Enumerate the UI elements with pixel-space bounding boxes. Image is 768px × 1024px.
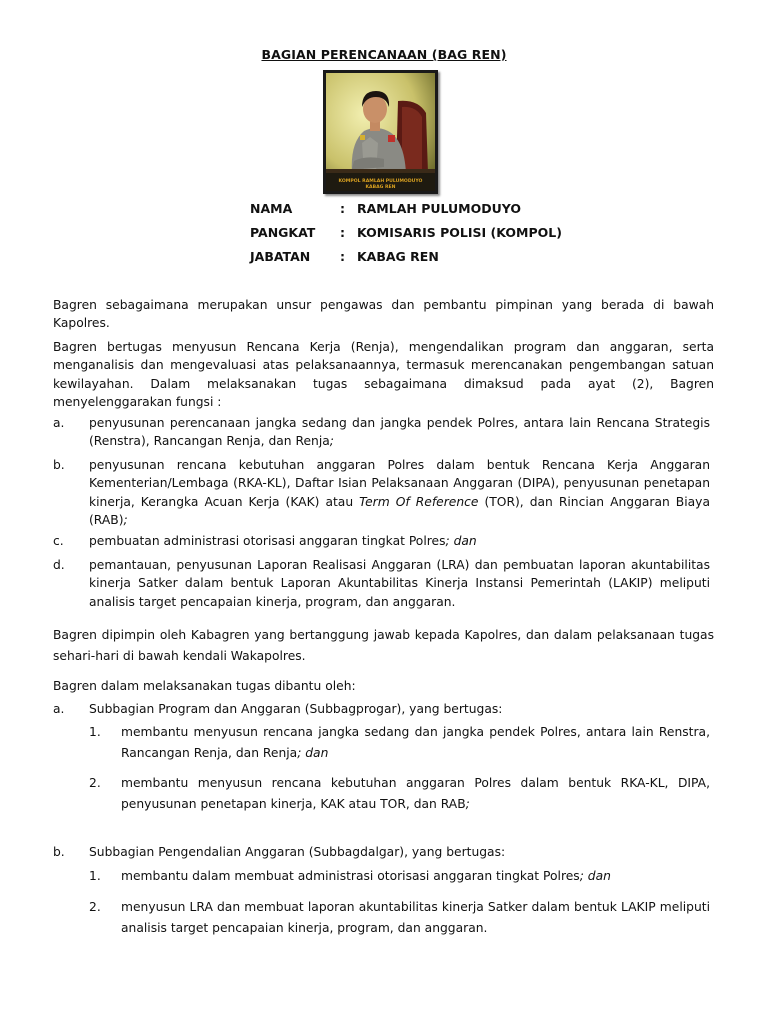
function-item-a [53,414,714,452]
info-value: KABAG REN [357,249,439,264]
subunit-a-task-2 [89,773,710,815]
info-key: PANGKAT [250,225,316,240]
list-label: b. [53,458,65,472]
photo-caption-line2: KABAG REN [365,185,396,190]
list-text: pemantauan, penyusunan Laporan Realisasi Anggaran (LRA) dan pembuatan laporan akuntabilitas kinerja Satker dalam bentuk Laporan Akuntabilitas Kinerja Instansi Pemerintah (LAKIP) meliputi analisis target pencapaian kinerja, program, dan anggaran. [89,558,710,609]
info-colon: : [340,225,345,240]
task-text: membantu menyusun rencana kebutuhan anggaran Polres dalam bentuk RKA-KL, DIPA, penyusunan penetapan kinerja, KAK atau TOR, dan RAB; [121,776,710,811]
subunit-a-task-1 [89,722,710,764]
list-label: d. [53,558,65,572]
list-label: a. [53,416,65,430]
info-key: NAMA [250,201,293,216]
task-text: membantu dalam membuat administrasi otorisasi anggaran tingkat Polres; dan [121,869,611,883]
info-value: RAMLAH PULUMODUYO [357,201,521,216]
task-text: menyusun LRA dan membuat laporan akuntabilitas kinerja Satker dalam bentuk LAKIP meliputi analisis target pencapaian kinerja, program, dan anggaran. [121,900,710,935]
list-text: penyusunan perencanaan jangka sedang dan jangka pendek Polres, antara lain Rencana Strategis (Renstra), Rancangan Renja, dan Renja; [89,416,710,449]
photo-caption-line1: KOMPOL RAMLAH PULUMODUYO [338,179,423,184]
task-label: 2. [89,776,101,790]
task-label: 2. [89,900,101,914]
paragraph-leadership: Bagren dipimpin oleh Kabagren yang bertanggung jawab kepada Kapolres, dan dalam pelaksanaan tugas sehari-hari di bawah kendali Wakapolres. [53,628,714,663]
subunit-title: Subbagian Pengendalian Anggaran (Subbagdalgar), yang bertugas: [89,845,506,859]
task-label: 1. [89,725,101,739]
list-text: pembuatan administrasi otorisasi anggaran tingkat Polres; dan [89,534,477,548]
subunit-item-a [53,700,714,720]
list-text: penyusunan rencana kebutuhan anggaran Polres dalam bentuk Rencana Kerja Anggaran Kementerian/Lembaga (RKA-KL), Daftar Isian Pelaksanaan Anggaran (DIPA), penyusunan penetapan kinerja, Kerangka Acuan Kerja (KAK) atau Term Of Reference (TOR), dan Rincian Anggaran Biaya (RAB); [89,458,710,527]
page-title: BAGIAN PERENCANAAN (BAG REN) [261,47,507,62]
paragraph-assisted-by: Bagren dalam melaksanakan tugas dibantu oleh: [53,679,356,693]
info-row-nama [250,201,650,219]
function-item-c [53,532,714,552]
portrait-photo [323,70,438,194]
subunit-b-task-1 [89,866,710,888]
info-colon: : [340,201,345,216]
list-label: b. [53,845,65,859]
info-key: JABATAN [250,249,311,264]
task-label: 1. [89,869,101,883]
subunit-item-b [53,843,714,863]
info-row-pangkat [250,225,650,243]
list-label: a. [53,702,65,716]
officer-portrait-image [326,73,435,191]
paragraph-intro: Bagren sebagaimana merupakan unsur pengawas dan pembantu pimpinan yang berada di bawah Kapolres. [53,298,714,331]
function-item-d [53,556,714,612]
subunit-title: Subbagian Program dan Anggaran (Subbagprogar), yang bertugas: [89,702,503,716]
info-row-jabatan [250,249,650,267]
info-value: KOMISARIS POLISI (KOMPOL) [357,225,562,240]
subunit-b-task-2 [89,897,710,939]
task-text: membantu menyusun rencana jangka sedang dan jangka pendek Polres, antara lain Renstra, Rancangan Renja, dan Renja; dan [121,725,710,760]
function-item-b [53,456,714,530]
info-colon: : [340,249,345,264]
paragraph-duties: Bagren bertugas menyusun Rencana Kerja (Renja), mengendalikan program dan anggaran, serta menganalisis dan mengevaluasi atas pelaksanaannya, termasuk merencanakan pengembangan satuan kewilayahan. Dalam melaksanakan tugas sebagaimana dimaksud pada ayat (2), Bagren menyelenggarakan fungsi : [53,340,714,409]
list-label: c. [53,534,64,548]
